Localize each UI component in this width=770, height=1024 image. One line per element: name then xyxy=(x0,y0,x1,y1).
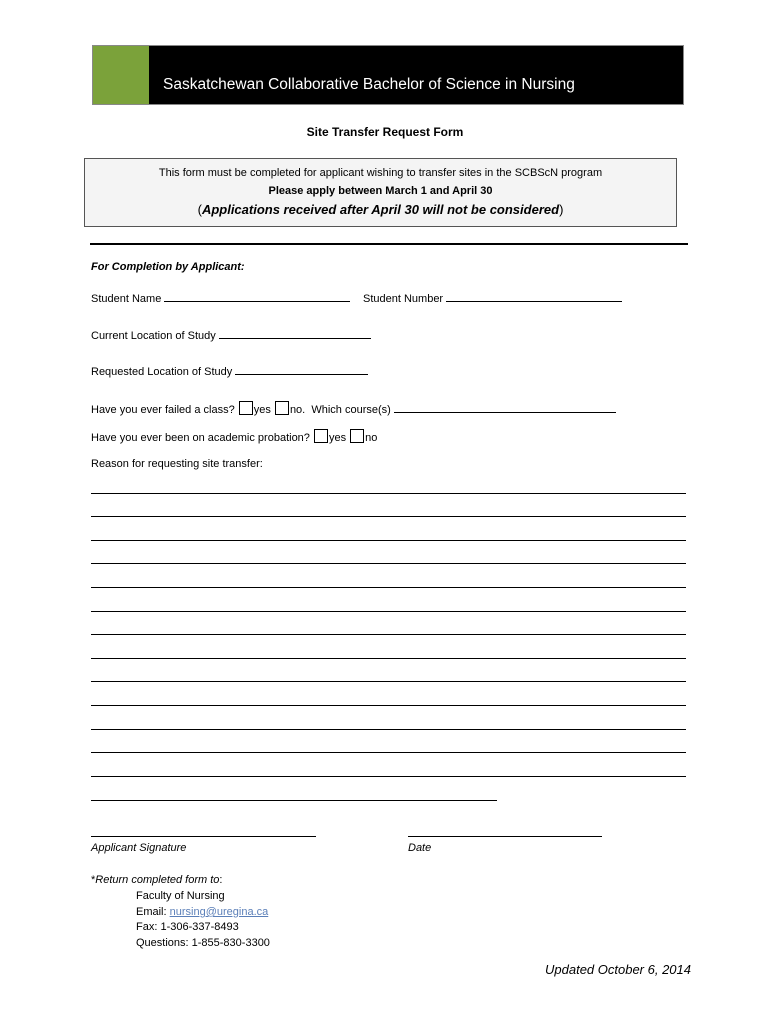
failed-no-label: no. xyxy=(289,404,306,416)
banner-accent-block xyxy=(93,46,149,104)
reason-line[interactable] xyxy=(91,540,686,541)
student-name-field[interactable] xyxy=(164,291,350,302)
notice-line-2: Please apply between March 1 and April 30 xyxy=(268,185,493,197)
failed-yes-label: yes xyxy=(253,404,271,416)
date-field[interactable] xyxy=(408,836,602,837)
applicant-section-heading: For Completion by Applicant: xyxy=(91,261,245,273)
return-asterisk: * xyxy=(91,874,96,886)
current-location-field[interactable] xyxy=(219,328,371,339)
probation-yes-label: yes xyxy=(328,432,347,444)
email-label: Email: xyxy=(136,906,170,918)
banner-title: Saskatchewan Collaborative Bachelor of Science in Nursing xyxy=(163,76,575,93)
reason-line[interactable] xyxy=(91,776,686,777)
probation-no-checkbox[interactable] xyxy=(350,429,364,443)
reason-line[interactable] xyxy=(91,705,686,706)
student-number-row xyxy=(363,291,622,305)
which-courses-label: Which course(s) xyxy=(311,404,391,416)
which-courses-field[interactable] xyxy=(394,402,616,413)
form-title: Site Transfer Request Form xyxy=(306,125,464,139)
student-number-field[interactable] xyxy=(446,291,622,302)
failed-class-row xyxy=(91,401,616,416)
return-questions: Questions: 1-855-830-3300 xyxy=(136,937,270,949)
notice-warning: Applications received after April 30 will not be considered xyxy=(201,202,560,217)
probation-row xyxy=(91,429,377,444)
reason-line[interactable] xyxy=(91,493,686,494)
reason-line[interactable] xyxy=(91,752,686,753)
reason-line[interactable] xyxy=(91,587,686,588)
updated-date: Updated October 6, 2014 xyxy=(545,962,691,977)
header-banner xyxy=(92,45,684,105)
student-number-label: Student Number xyxy=(363,293,444,305)
reason-line[interactable] xyxy=(91,611,686,612)
email-link[interactable]: nursing@uregina.ca xyxy=(169,906,269,918)
requested-location-row xyxy=(91,364,368,378)
applicant-signature-label: Applicant Signature xyxy=(91,842,187,854)
return-heading: Return completed form to xyxy=(95,874,220,886)
requested-location-label: Requested Location of Study xyxy=(91,366,233,378)
failed-yes-checkbox[interactable] xyxy=(239,401,253,415)
reason-label: Reason for requesting site transfer: xyxy=(91,458,263,470)
applicant-signature-field[interactable] xyxy=(91,836,316,837)
probation-label: Have you ever been on academic probation? xyxy=(91,432,310,444)
notice-line-1: This form must be completed for applicant wishing to transfer sites in the SCBScN program xyxy=(158,167,603,179)
return-heading-row xyxy=(91,874,222,886)
requested-location-field[interactable] xyxy=(235,364,368,375)
section-divider xyxy=(90,243,688,245)
failed-no-checkbox[interactable] xyxy=(275,401,289,415)
date-label: Date xyxy=(408,842,432,854)
probation-yes-checkbox[interactable] xyxy=(314,429,328,443)
return-faculty: Faculty of Nursing xyxy=(136,890,225,902)
notice-box xyxy=(84,158,677,227)
reason-line[interactable] xyxy=(91,563,686,564)
current-location-label: Current Location of Study xyxy=(91,330,216,342)
student-name-row xyxy=(91,291,350,305)
probation-no-label: no xyxy=(365,432,378,444)
notice-paren-close: ) xyxy=(559,202,564,217)
reason-line[interactable] xyxy=(91,516,686,517)
reason-line[interactable] xyxy=(91,681,686,682)
return-colon: : xyxy=(219,874,223,886)
reason-line[interactable] xyxy=(91,658,686,659)
return-email-row xyxy=(136,906,268,918)
current-location-row xyxy=(91,328,371,342)
reason-line[interactable] xyxy=(91,729,686,730)
reason-line[interactable] xyxy=(91,634,686,635)
reason-line[interactable] xyxy=(91,800,497,801)
return-fax: Fax: 1-306-337-8493 xyxy=(136,921,239,933)
notice-line-3 xyxy=(85,202,676,217)
notice-paren-open: ( xyxy=(197,202,202,217)
failed-class-label: Have you ever failed a class? xyxy=(91,404,235,416)
student-name-label: Student Name xyxy=(91,293,162,305)
